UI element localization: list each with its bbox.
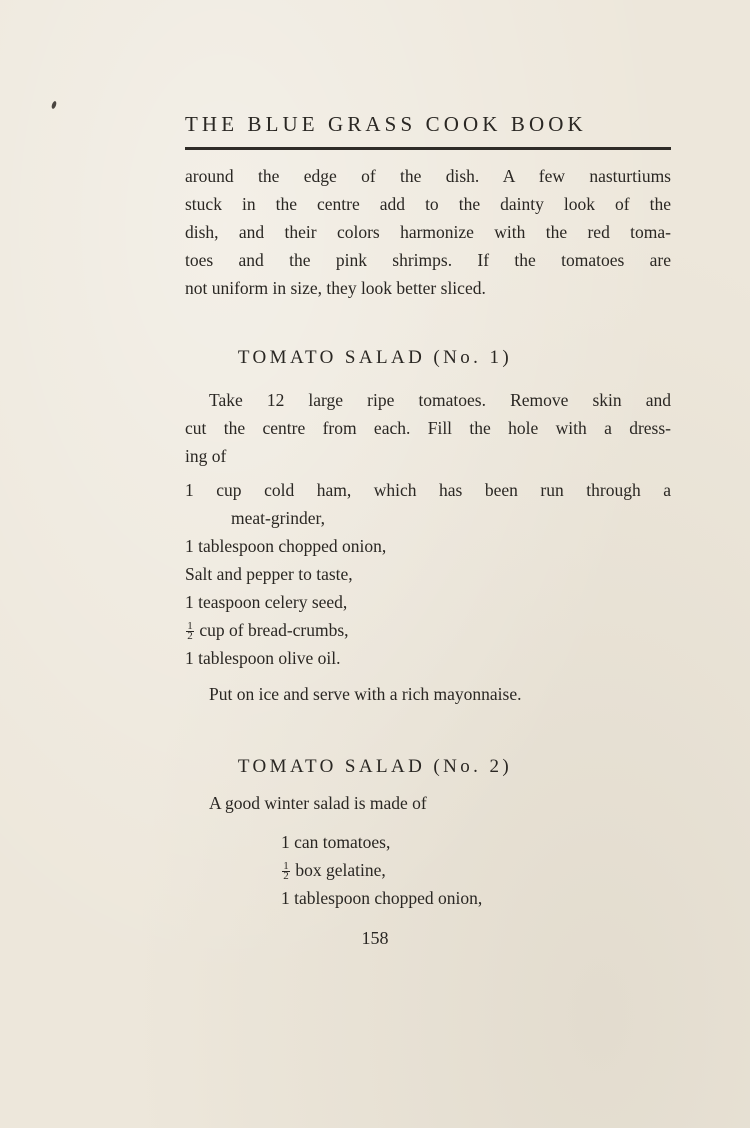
page-number: 158 bbox=[361, 928, 389, 948]
text-line: cut the centre from each. Fill the hole with a dress- bbox=[185, 418, 671, 438]
ingredient-text: box gelatine, bbox=[295, 860, 386, 880]
ingredient-text: can tomatoes, bbox=[294, 832, 391, 852]
ingredient-text: tablespoon chopped onion, bbox=[294, 888, 483, 908]
ingredient-line bbox=[185, 644, 671, 672]
half-fraction: $\frac{1}{2}$ bbox=[187, 620, 193, 642]
ink-speck bbox=[51, 101, 57, 110]
ingredient-text: tablespoon chopped onion, bbox=[198, 536, 387, 556]
ingredient-line bbox=[185, 476, 671, 504]
salad-1-ingredients bbox=[185, 476, 671, 672]
ingredient-line bbox=[281, 884, 671, 912]
ingredient-line bbox=[281, 856, 671, 884]
ingredient-qty: 1 bbox=[281, 832, 290, 852]
header-rule bbox=[185, 147, 671, 150]
running-head: THE BLUE GRASS COOK BOOK bbox=[185, 112, 587, 136]
salad-1-intro bbox=[185, 386, 671, 470]
text-line: stuck in the centre add to the dainty look of the bbox=[185, 194, 671, 214]
ingredient-text: cup of bread-crumbs, bbox=[199, 620, 349, 640]
text-line: dish, and their colors harmonize with the red toma- bbox=[185, 222, 671, 242]
salad-1-closing: Put on ice and serve with a rich mayonnaise. bbox=[209, 684, 522, 704]
text-line: toes and the pink shrimps. If the tomatoes are bbox=[185, 250, 671, 270]
ingredient-line bbox=[281, 828, 671, 856]
ingredient-qty: 1 bbox=[185, 592, 194, 612]
text-line: not uniform in size, they look better sliced. bbox=[185, 278, 486, 298]
ingredient-line: Salt and pepper to taste, bbox=[185, 564, 353, 584]
ingredient-qty: 1 bbox=[185, 536, 194, 556]
ingredient-line bbox=[185, 588, 671, 616]
ingredient-text: cup cold ham, which has been run through a bbox=[216, 480, 671, 500]
ingredient-line bbox=[185, 532, 671, 560]
text-line: around the edge of the dish. A few nasturtiums bbox=[185, 166, 671, 186]
ingredient-text: teaspoon celery seed, bbox=[198, 592, 348, 612]
ingredient-text: tablespoon olive oil. bbox=[198, 648, 341, 668]
text-line: Take 12 large ripe tomatoes. Remove skin and bbox=[209, 390, 671, 410]
section-heading-salad-1: TOMATO SALAD (No. 1) bbox=[237, 347, 513, 368]
section-heading-salad-2: TOMATO SALAD (No. 2) bbox=[237, 756, 513, 777]
ingredient-qty: 1 bbox=[185, 648, 194, 668]
ingredient-qty: 1 bbox=[281, 888, 290, 908]
intro-paragraph bbox=[185, 162, 671, 302]
half-fraction: $\frac{1}{2}$ bbox=[283, 860, 289, 882]
ingredient-line bbox=[185, 616, 671, 644]
salad-2-ingredients bbox=[281, 828, 671, 912]
text-line: ing of bbox=[185, 446, 227, 466]
ingredient-continuation: meat-grinder, bbox=[231, 508, 326, 528]
salad-2-intro: A good winter salad is made of bbox=[209, 793, 427, 813]
ingredient-qty: 1 bbox=[185, 480, 194, 500]
